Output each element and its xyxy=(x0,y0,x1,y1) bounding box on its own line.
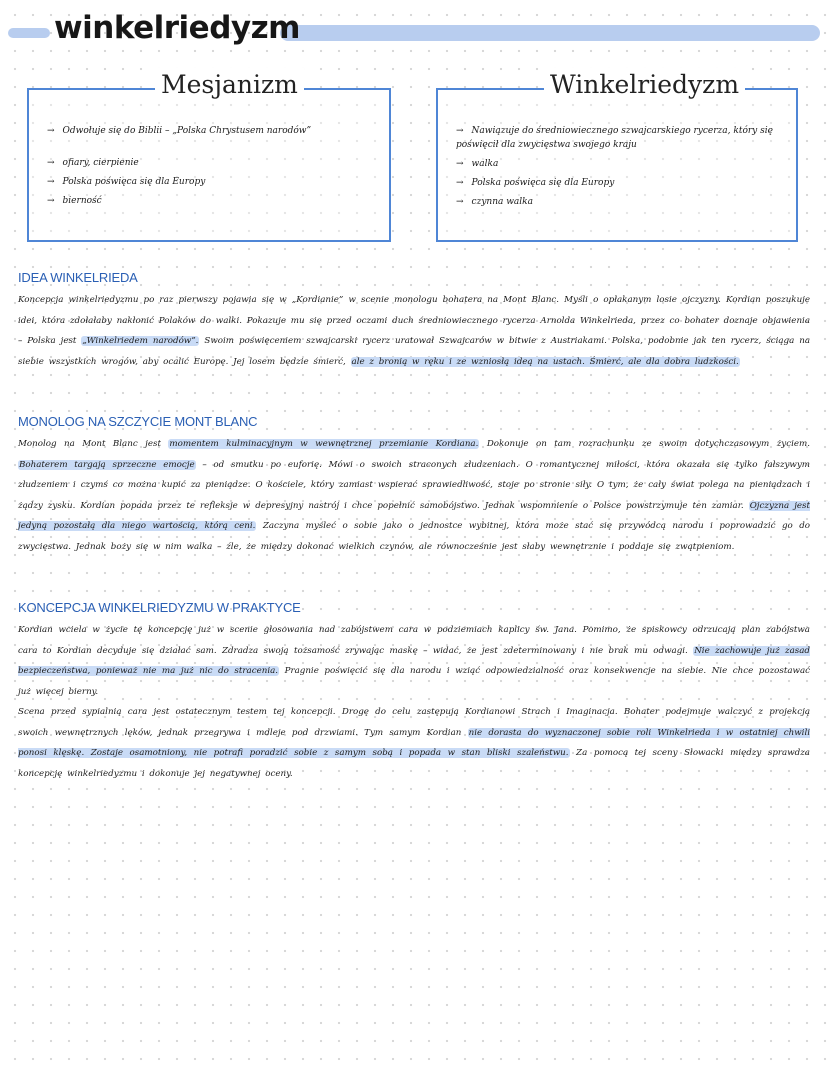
section-body-idea xyxy=(18,290,810,372)
arrow-right-icon: → xyxy=(47,126,55,136)
winkelriedyzm-title: Winkelriedyzm xyxy=(544,68,745,102)
highlighted-text: Ojczyzna jest jedyną pozostałą dla niego wartością, którą ceni. xyxy=(18,500,810,531)
section-heading-praktyka: KONCEPCJA WINKELRIEDYZMU W PRAKTYCE xyxy=(18,600,301,615)
body-text: – od smutku po euforię. Mówi o swoich straconych złudzeniach. O romantycznej miłości, która okazała się tylko fałszywym złudzeniem i czymś co można kupić za pieniądze. O kościele, który zamiast wspierać sprawiedliwość, stoje po stronie siły. O tym, że cały świat polega na pieniądzach i żądzy zysku. Kordian popada przez te refleksje w depresyjny nastrój i chce popełnić samobójstwo. Jednak wspomnienie o Polsce powstrzymuje ten zamiar. xyxy=(18,459,811,511)
paragraph xyxy=(18,434,810,557)
paragraph xyxy=(18,290,810,372)
section-heading-monolog: MONOLOG NA SZCZYCIE MONT BLANC xyxy=(18,414,258,429)
winkelriedyzm-list-item xyxy=(456,124,780,152)
winkelriedyzm-list-item-text: czynna walka xyxy=(471,197,533,207)
winkelriedyzm-list-item-text: Polska poświęca się dla Europy xyxy=(471,178,615,188)
mesjanizm-list-item-text: bierność xyxy=(62,196,102,206)
body-text: Pragnie poświęcić się dla narodu i wziąć odpowiedzialność oraz konsekwencje na siebie. Nie chce pozostawać już więcej bierny. xyxy=(18,666,811,697)
mesjanizm-list-item xyxy=(47,175,373,189)
arrow-right-icon: → xyxy=(456,126,464,136)
body-text: Swoim poświęceniem szwajcarski rycerz uratował Szwajcarów w bitwie z Austriakami. Polska, podobnie jak ten rycerz, ściąga na siebie wszystkich wrogów, aby ocalić Europę. Jej losem będzie śmierć, xyxy=(18,336,811,367)
arrow-right-icon: → xyxy=(456,159,464,169)
highlighted-text: „Winkelriedem narodów”. xyxy=(82,336,199,346)
mesjanizm-title: Mesjanizm xyxy=(155,68,304,102)
highlighted-text: momentem kulminacyjnym w wewnętrznej przemianie Kordiana. xyxy=(169,439,479,449)
section-heading-idea: IDEA WINKELRIEDA xyxy=(18,270,138,285)
mesjanizm-box xyxy=(27,70,391,242)
highlighted-text: nie dorasta do wyznaczonej sobie roli Winkelrieda i w ostatniej chwili ponosi klęskę. Zostaje osamotniony, nie potrafi poradzić sobie z samym sobą i popada w stan bliski szaleństwu. xyxy=(18,727,810,758)
body-text: Monolog na Mont Blanc jest xyxy=(18,439,169,449)
paragraph xyxy=(18,620,810,702)
section-body-monolog xyxy=(18,434,810,557)
arrow-right-icon: → xyxy=(47,158,55,168)
winkelriedyzm-list-item xyxy=(456,157,780,171)
highlighted-text: ale z bronią w ręku i ze wzniosłą ideą na ustach. Śmierć, ale dla dobra ludzkości. xyxy=(351,356,739,367)
mesjanizm-list-item-text: Polska poświęca się dla Europy xyxy=(62,177,206,187)
mesjanizm-list-item-text: Odwołuje się do Biblii – „Polska Chrystusem narodów” xyxy=(62,126,312,136)
arrow-right-icon: → xyxy=(47,196,55,206)
arrow-right-icon: → xyxy=(47,177,55,187)
body-text: Scena przed sypialnią cara jest ostatecznym testem tej koncepcji. Drogę do celu zastępują Kordianowi Strach i Imaginacja. Bohater podejmuje walczyć z projekcją swoich wewnętrznych lęków, jednak przegrywa i mdleje pod drzwiami. Tym samym Kordian xyxy=(18,707,810,738)
winkelriedyzm-list-item xyxy=(456,176,780,190)
body-text: Zaczyna myśleć o sobie jako o jednostce wybitnej, która może stać się przywódcą narodu i poprowadzić go do zwycięstwa. Jednak boży się w nim walka – źle, że między dokonać wielkich czynów, ale równocześnie jest słaby wewnętrznie i poddaje się zwątpieniom. xyxy=(18,521,810,552)
mesjanizm-list-item xyxy=(47,156,373,170)
mesjanizm-list-item xyxy=(47,194,373,208)
winkelriedyzm-list-item-text: walka xyxy=(471,159,499,169)
mesjanizm-list-item-text: ofiary, cierpienie xyxy=(62,158,139,168)
mesjanizm-list-item xyxy=(47,124,373,138)
mesjanizm-list xyxy=(47,124,373,213)
body-text: Koncepcja winkelriedyzmu po raz pierwszy pojawia się w „Kordianie” w scenie monologu bohatera na Mont Blanc. Myśli o opłakanym losie ojczyzny. Kordian poszukuje idei, która zdołałaby nakłonić Polaków do walki. Pokazuje mu się przed oczami duch średniowiecznego rycerza Arnolda Winkelrieda, przez co bohater doznaje objawienia – Polska jest xyxy=(18,295,810,346)
winkelriedyzm-list-item-text: Nawiązuje do średniowiecznego szwajcarskiego rycerza, który się poświęcił dla zwycięstwa swojego kraju xyxy=(456,126,773,150)
highlighted-text: Nie zachowuje już zasad bezpieczeństwa, ponieważ nie ma już nic do stracenia. xyxy=(18,645,810,676)
highlighted-text: Bohaterem targają sprzeczne emocje xyxy=(19,459,195,470)
title-bar-accent-right xyxy=(280,25,820,41)
title-bar-accent-left xyxy=(8,28,50,38)
winkelriedyzm-box xyxy=(436,70,798,242)
body-text: Dokonuje on tam rozrachunku ze swoim dotychczasowym życiem. xyxy=(479,439,811,449)
arrow-right-icon: → xyxy=(456,197,464,207)
winkelriedyzm-list xyxy=(456,124,780,214)
arrow-right-icon: → xyxy=(456,178,464,188)
paragraph xyxy=(18,702,810,784)
body-text: Kordian wciela w życie tę koncepcję już w scenie głosowania nad zabójstwem cara w podziemiach kaplicy św. Jana. Pomimo, że spiskowcy odrzucają plan zabójstwa cara to Kordian decyduje się działać sam. Zdradza swoją tożsamość zrywając maskę – widać, że jest zdeterminowany i nie brak mu odwagi. xyxy=(18,625,810,656)
winkelriedyzm-list-item xyxy=(456,195,780,209)
page-title: winkelriedyzm xyxy=(54,10,300,46)
body-text: Za pomocą tej sceny Słowacki między sprawdza koncepcję winkelriedyzmu i dokonuje jej negatywnej oceny. xyxy=(18,748,810,779)
section-body-praktyka xyxy=(18,620,810,784)
